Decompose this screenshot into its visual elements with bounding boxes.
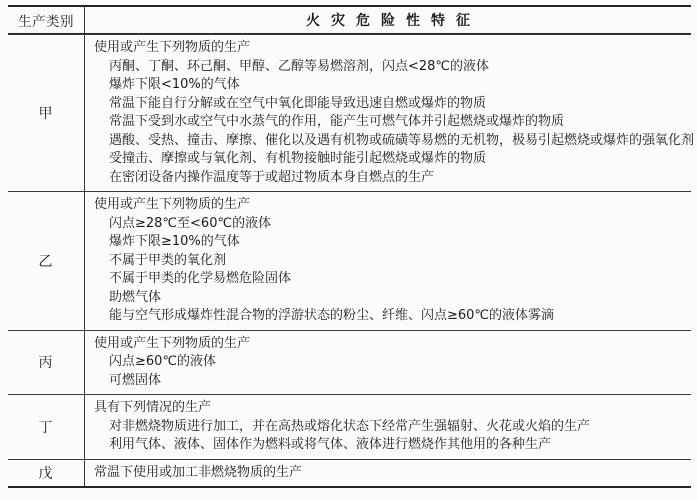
feature-line: 使用或产生下列物质的生产	[94, 40, 251, 55]
table-header-row	[8, 7, 691, 34]
category-features	[85, 460, 691, 487]
table-row-category-ding	[8, 394, 691, 459]
feature-line: 具有下列情况的生产	[94, 400, 212, 415]
feature-line: 利用气体、液体、固体作为燃料或将气体、液体进行燃烧作其他用的各种生产	[109, 437, 552, 452]
feature-line: 闪点≥28℃至<60℃的液体	[109, 215, 272, 231]
feature-line: 常温下使用或加工非燃烧物质的生产	[94, 464, 303, 480]
feature-line: 受撞击、摩擦或与氧化剂、有机物接触时能引起燃烧或爆炸的物质	[109, 151, 487, 166]
header-hazard-characteristics-label: 火灾危险性特征	[306, 13, 481, 29]
feature-line: 常温下能自行分解或在空气中氧化即能导致迅速自燃或爆炸的物质	[109, 95, 487, 111]
category-label: 戊	[8, 460, 85, 487]
feature-line: 常温下受到水或空气中水蒸气的作用，能产生可燃气体并引起燃烧或爆炸的物质	[109, 114, 565, 129]
category-features	[85, 331, 691, 395]
feature-line: 遇酸、受热、撞击、摩擦、催化以及遇有机物或硫磺等易燃的无机物，极易引起燃烧或爆炸的强氧化剂	[109, 132, 695, 148]
feature-line: 使用或产生下列物质的生产	[94, 335, 251, 351]
category-label: 乙	[8, 192, 85, 330]
feature-line: 使用或产生下列物质的生产	[94, 197, 251, 212]
category-features	[85, 35, 697, 191]
feature-line: 爆炸下限≥10%的气体	[109, 234, 240, 249]
header-category-label: 生产类别	[8, 7, 85, 33]
category-features	[85, 395, 691, 459]
feature-line: 对非燃烧物质进行加工，并在高热或熔化状态下经常产生强辐射、火花或火焰的生产	[109, 418, 591, 434]
feature-line: 助燃气体	[109, 289, 162, 305]
feature-line: 不属于甲类的氧化剂	[109, 252, 227, 268]
feature-line: 能与空气形成爆炸性混合物的浮游状态的粉尘、纤维、闪点≥60℃的液体雾滴	[109, 308, 555, 323]
category-label: 甲	[8, 35, 85, 191]
category-label: 丙	[8, 331, 85, 395]
table-row-category-wu	[8, 459, 691, 487]
table-row-category-bing	[8, 330, 691, 395]
feature-line: 可燃固体	[109, 372, 162, 388]
category-label: 丁	[8, 395, 85, 459]
feature-line: 闪点≥60℃的液体	[109, 354, 217, 369]
table-row-category-yi	[8, 191, 691, 330]
category-features	[85, 192, 691, 330]
fire-hazard-classification-table	[8, 5, 695, 488]
table-row-category-jia	[8, 34, 695, 191]
feature-line: 丙酮、丁酮、环己酮、甲醇、乙醇等易燃溶剂，闪点<28℃的液体	[109, 58, 490, 74]
feature-line: 不属于甲类的化学易燃危险固体	[109, 271, 292, 286]
feature-line: 爆炸下限<10%的气体	[109, 77, 240, 92]
feature-line: 在密闭设备内操作温度等于或超过物质本身自燃点的生产	[109, 169, 435, 185]
